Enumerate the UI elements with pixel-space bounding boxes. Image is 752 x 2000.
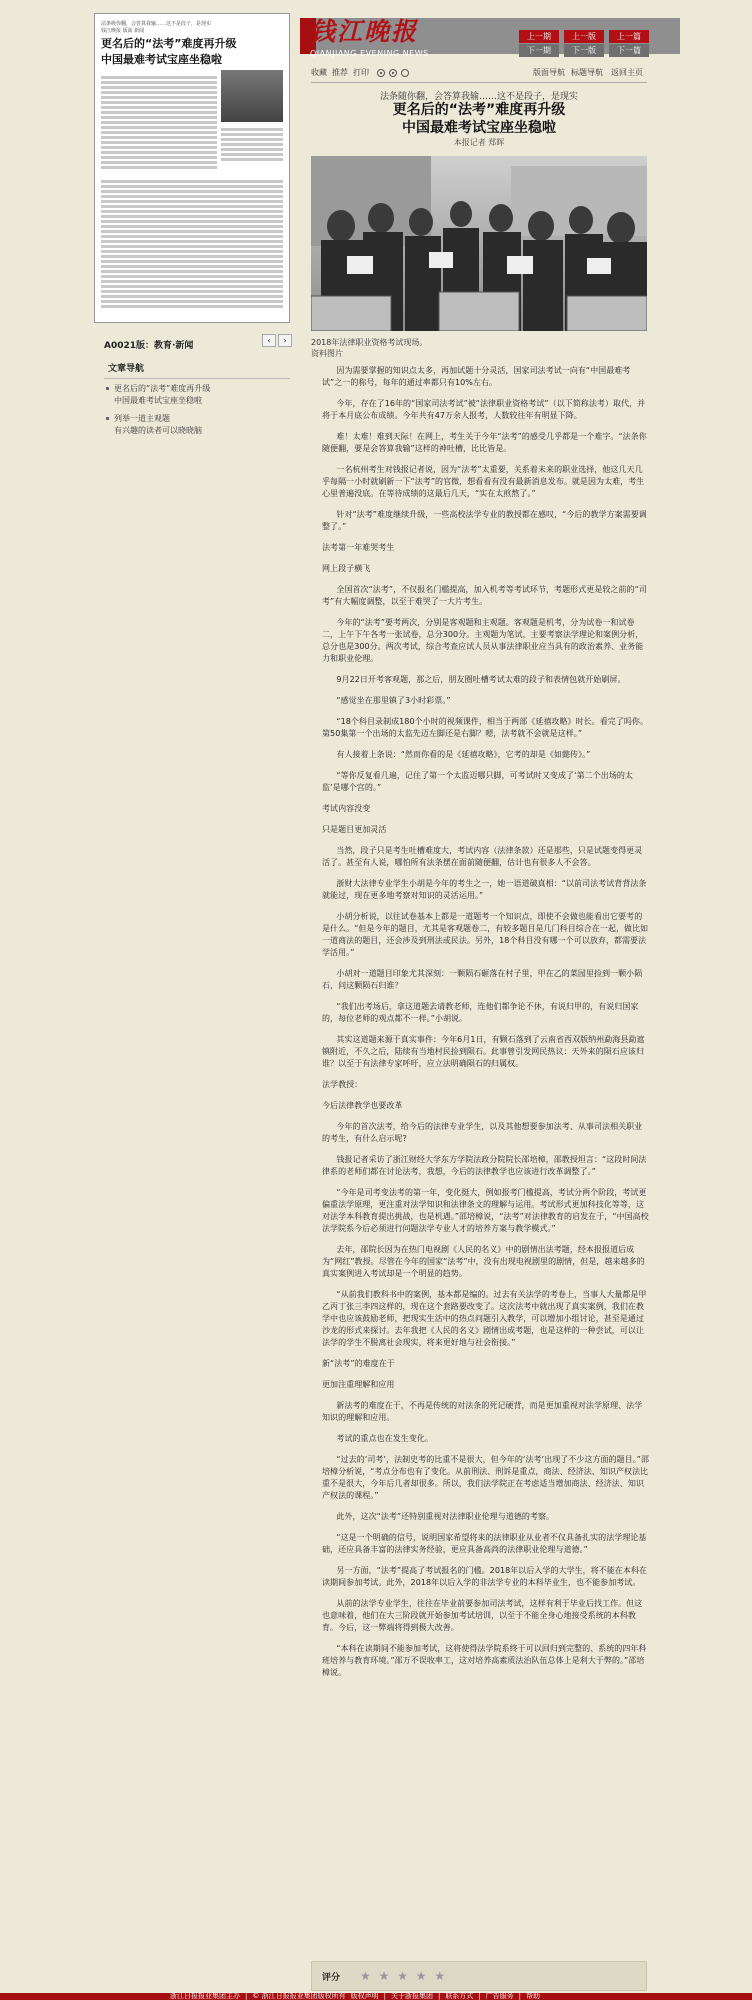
- prev-article-button[interactable]: 上一篇: [609, 30, 649, 43]
- logo-subtitle: QIANJIANG EVENING NEWS: [310, 49, 429, 58]
- rating-bar: [311, 1961, 647, 1991]
- footer-links: [170, 1991, 545, 2000]
- divider: [311, 82, 647, 83]
- article-toolbar: [311, 66, 647, 80]
- footer-separator: |: [383, 1992, 386, 2000]
- page-nav-link[interactable]: 版面导航: [533, 68, 565, 77]
- footer-link[interactable]: 关于浙报集团: [390, 1992, 433, 2000]
- thumbnail-photo: [221, 70, 283, 122]
- thumbnail-headline-2: 中国最难考试宝座坐稳啦: [101, 53, 222, 66]
- footer-link[interactable]: 帮助: [526, 1992, 541, 2000]
- article-paragraph: “本科在读期间不能参加考试，这将使得法学院系终于可以回归到完整的、系统的四年科班培养与教育环境。”邵万不误收率工，这对培养高素质法治队伍总体上是利大于弊的。”邵培樟说。: [322, 1644, 647, 1677]
- prev-page-button[interactable]: 上一版: [564, 30, 604, 43]
- article-subheading: 法考第一年难哭考生: [322, 543, 395, 552]
- logo-text: 钱江晚报: [310, 17, 419, 46]
- next-issue-button[interactable]: 下一期: [519, 44, 559, 57]
- prev-page-arrow-button[interactable]: ‹: [262, 334, 276, 347]
- footer-separator: |: [437, 1992, 441, 2000]
- article-subheading: 只是题目更加灵活: [322, 825, 387, 834]
- article-nav-item-label: 更名后的“法考”难度再升级 中国最难考试宝座坐稳啦: [114, 384, 211, 405]
- article-byline: 本报记者 郑晖: [453, 138, 505, 147]
- edition-bar: [104, 333, 290, 349]
- title-nav-link[interactable]: 标题导航: [571, 68, 603, 77]
- bullet-icon: [106, 387, 109, 390]
- rating-label: 评分: [322, 1973, 341, 1983]
- star-icon[interactable]: ★: [434, 1969, 448, 1983]
- article-nav-item[interactable]: [104, 379, 290, 409]
- print-link[interactable]: 打印: [353, 68, 369, 77]
- article-paragraph: 9月22日开考客观题，那之后，朋友圈吐槽考试太难的段子和表情包就开始刷屏。: [336, 675, 626, 684]
- star-icon[interactable]: ★: [360, 1969, 373, 1983]
- article-navigation: [104, 358, 290, 439]
- article-nav-item[interactable]: [104, 409, 290, 439]
- page-thumbnail[interactable]: [94, 13, 290, 323]
- thumbnail-text-block: [101, 76, 217, 171]
- thumbnail-byline: 钱江晚报 版面 新闻: [101, 28, 145, 34]
- article-paragraph: 去年，邵院长因为在热门电视剧《人民的名义》中的剧情出法考题，经本报报道后成为“网红”教授。尽管在今年的国家“法考”中，没有出现电视剧里的剧情，但是，越来越多的真实案例进入考试却是一个明显的趋势。: [322, 1245, 645, 1278]
- article-paragraph: 一名杭州考生对钱报记者说，因为“法考”太重要，关系着未来的职业选择，他这几天几乎每隔一小时就刷新一下“法考”的官微，想看看有没有最新消息发布。就是因为太难，考生心里普遍没底。在等待成绩的这最后几天，“实在太煎熬了。”: [322, 465, 645, 498]
- article-kicker: 法条随你翻，会答算我输……这不是段子，是现实: [379, 92, 578, 102]
- favorite-link[interactable]: 收藏: [311, 68, 327, 77]
- article-photo: [311, 156, 647, 331]
- photo-caption: [311, 337, 647, 359]
- article-subheading: 法学教授：: [322, 1080, 363, 1089]
- footer-link[interactable]: 广告服务: [485, 1992, 514, 2000]
- article-paragraph: 今年的“法考”要考两次，分别是客观题和主观题。客观题是机考，分为试卷一和试卷二，上午下午各考一张试卷，总分300分。主观题为笔试，主要考察法学理论和案例分析，总分也是300分。两次考试，综合考查应试人员从事法律职业应当具有的政治素养、业务能力和职业伦理。: [322, 618, 644, 663]
- article-paragraph: 钱报记者采访了浙江财经大学东方学院法政分院院长邵培樟，邵教授坦言：“这段时间法律系的老师们都在讨论法考，我想，今后的法律教学也应该进行改革调整了。”: [322, 1155, 647, 1176]
- article-nav-title: 文章导航: [104, 358, 290, 379]
- footer-link[interactable]: 联系方式: [445, 1992, 474, 2000]
- next-page-button[interactable]: 下一版: [564, 44, 604, 57]
- article-paragraph: 新法考的难度在于，不再是传统的对法条的死记硬背，而是更加重视对法学原理、法学知识的理解和应用。: [322, 1401, 643, 1422]
- font-size-medium-icon[interactable]: [389, 69, 397, 77]
- article-nav-item-label: 列举一道主观题 有兴趣的读者可以晓晓脑: [114, 414, 202, 435]
- photo-caption-line-1: 2018年法律职业资格考试现场。: [311, 338, 428, 347]
- next-article-button[interactable]: 下一篇: [609, 44, 649, 57]
- page-footer: [0, 1993, 752, 2000]
- article-paragraph: “从前我们教科书中的案例，基本都是编的。过去有关法学的考卷上，当事人大量都是甲乙丙丁张三李四这样的，现在这个套路要改变了。这次法考中就出现了真实案例，我们在教学中也应该鼓励老师，把现实生活中的热点问题引入教学，可以增加小组讨论，甚至是通过沙龙的形式来探讨。去年我把《人民的名义》剧情出成考题，也是这样的一种尝试，可以让法学的学生不脱离社会现实，将来更好地与社会衔接。”: [322, 1290, 647, 1347]
- newspaper-logo[interactable]: [310, 12, 450, 56]
- thumbnail-text-block: [221, 128, 283, 163]
- thumbnail-kicker: 法条吸你翻，会答算我输……这不是段子，是现实: [101, 21, 212, 27]
- star-icon[interactable]: ★: [378, 1969, 392, 1983]
- article-paragraph: “这是一个明确的信号，说明国家希望将来的法律职业从业者不仅具备扎实的法学理论基础，还应具备丰富的法律实务经验，更应具备高尚的法律职业伦理与道德。”: [322, 1533, 647, 1554]
- article-paragraph: 难！太难！难到天际！在网上，考生关于今年“法考”的感受几乎都是一个难字。“法条你随便翻，要是会答算我输”这样的神吐槽，比比皆是。: [322, 432, 647, 453]
- article-paragraph: 有人接着上条说：“然而你看的是《延禧攻略》，它考的却是《如懿传》。”: [336, 750, 591, 759]
- footer-link[interactable]: © 浙江日报报业集团版权所有: [252, 1992, 346, 2000]
- article-paragraph: 全国首次“法考”，不仅报名门槛提高，加入机考等考试环节，考题形式更是较之前的“司考”有大幅度调整，以至于难哭了一大片考生。: [322, 585, 647, 606]
- photo-caption-line-2: 资料图片: [311, 349, 343, 358]
- article-paragraph: 因为需要掌握的知识点太多，再加试题十分灵活，国家司法考试一向有“中国最难考试”之一的称号，每年的通过率都只有10%左右。: [322, 366, 631, 387]
- thumbnail-headline-1: 更名后的“法考”难度再升级: [101, 37, 237, 50]
- star-icon[interactable]: ★: [415, 1969, 429, 1983]
- article-paragraph: “今年是司考变法考的第一年，变化挺大，例如报考门槛提高，考试分两个阶段，考试更偏重法学原理，更注重对法学知识和法律条文的理解与运用。考试形式更加科技化等等，这对法学本科教育提出挑战，也是机遇。”邵培樟说，“法考”对法律教育的启发在于，“中国高校法学院系今后必须进行问题法学专业人才的培养方案与教学模式。”: [322, 1188, 649, 1233]
- footer-separator: |: [518, 1992, 522, 2000]
- article-title: [311, 101, 647, 137]
- article-subheading: 新“法考”的难度在于: [322, 1359, 395, 1368]
- article-paragraph: 考试的重点也在发生变化。: [336, 1434, 433, 1443]
- article-title-line-1: 更名后的“法考”难度再升级: [392, 102, 566, 118]
- footer-separator: |: [245, 1992, 248, 2000]
- prev-issue-button[interactable]: 上一期: [519, 30, 559, 43]
- next-page-arrow-button[interactable]: ›: [278, 334, 292, 347]
- article-title-line-2: 中国最难考试宝座坐稳啦: [402, 120, 556, 136]
- article-paragraph: 其实这道题来源于真实事件：今年6月1日，有颗石落到了云南省西双版纳州勐海县勐遮镇附近，不久之后，陆续有当地村民捡到陨石。此事曾引发网民热议：天外来的陨石应该归谁？以至于有法律专家呼吁，应立法明确陨石的归属权。: [322, 1035, 645, 1068]
- edition-label: A0021版：教育·新闻: [104, 341, 194, 351]
- article-paragraph: “我们出考场后，拿这道题去请教老师，连他们都争论不休，有说归甲的，有说归国家的，每位老师的观点都不一样。”小胡说。: [322, 1002, 639, 1023]
- star-icon[interactable]: ★: [397, 1969, 410, 1983]
- footer-link[interactable]: 浙江日报报业集团主办: [170, 1992, 240, 2000]
- bullet-icon: [106, 417, 109, 420]
- footer-separator: |: [478, 1992, 481, 2000]
- article-paragraph: 今年，存在了16年的“国家司法考试”被“法律职业资格考试”（以下简称法考）取代，并将于本月底公布成绩。今年共有47万余人报考，人数较往年有明显下降。: [322, 399, 646, 420]
- recommend-link[interactable]: 推荐: [332, 68, 348, 77]
- article-body: [322, 365, 650, 1688]
- article-paragraph: “等你反复看几遍，记住了第一个太监迈哪只脚，可考试时又变成了‘第二个出场的太监’是哪个宫的。”: [322, 771, 633, 792]
- article-subheading: 更加注重理解和应用: [322, 1380, 395, 1389]
- article-paragraph: “感觉坐在那里镇了3小时彩票。”: [336, 696, 451, 705]
- article-paragraph: 今年的首次法考，给今后的法律专业学生，以及其他想要参加法考、从事司法相关职业的考生，有什么启示呢?: [322, 1122, 643, 1143]
- article-paragraph: 另一方面，“法考”提高了考试报名的门槛。2018年以后入学的大学生，将不能在本科在读期间参加考试。此外，2018年以后入学的非法学专业的本科毕业生，也不能参加考试。: [322, 1566, 648, 1587]
- article-paragraph: 针对“法考”难度继续升级，一些高校法学专业的教授都在感叹，“今后的教学方案需要调整了。”: [322, 510, 647, 531]
- exam-hall-photo: [311, 156, 647, 331]
- footer-link[interactable]: 版权声明: [350, 1992, 379, 2000]
- article-paragraph: 小胡分析说，以往试卷基本上都是一道题考一个知识点，即使不会做也能看出它要考的是什么。“但是今年的题目，尤其是客观题卷二，有较多题目是几门科目综合在一起，做比如一道商法的题目，还会涉及到刑法或民法。另外，18个科目没有哪一个可以放弃，都需要法学活用。”: [322, 912, 649, 957]
- article-subheading: 网上段子横飞: [322, 564, 371, 573]
- font-size-large-icon[interactable]: [377, 69, 385, 77]
- font-size-small-icon[interactable]: [401, 69, 409, 77]
- article-subheading: 今后法律教学也要改革: [322, 1101, 403, 1110]
- thumbnail-text-block: [101, 180, 283, 310]
- rating-stars: [360, 1969, 447, 1983]
- article-paragraph: 此外，这次“法考”还特别重视对法律职业伦理与道德的考察。: [336, 1512, 555, 1521]
- article-paragraph: “过去的‘司考’，法制史考的比重不是很大，但今年的‘法考’出现了不少这方面的题目。”邵培樟分析说，“考点分布也有了变化。从前刑法、刑诉是重点，商法、经济法、知识产权法比重不是很大，今年后几者却很多。所以，我们法学院正在考虑适当增加商法、经济法、知识产权法的课程。”: [322, 1455, 649, 1500]
- article-paragraph: 浙财大法律专业学生小胡是今年的考生之一，她一语道破真相：“以前司法考试背背法条就能过，现在更多地考察对知识的灵活运用。”: [322, 879, 647, 900]
- article-paragraph: 从前的法学专业学生，往往在毕业前要参加司法考试，这样有利于毕业后找工作。但这也意味着，他们在大三阶段就开始参加考试培训，以至于不能全身心地接受系统的本科教育。今后，这一弊端将得到极大改善。: [322, 1599, 643, 1632]
- article-paragraph: 当然，段子只是考生吐槽难度大，考试内容（法律条款）还是那些，只是试题变得更灵活了。甚至有人说，哪怕所有法条摆在面前随便翻，估计也有很多人不会答。: [322, 846, 643, 867]
- article-subheading: 考试内容没变: [322, 804, 371, 813]
- home-link[interactable]: 返回主页: [611, 68, 643, 77]
- article-paragraph: 小胡对一道题目印象尤其深刻：一颗陨石砸落在村子里，甲在乙的菜园里捡到一颗小陨石，问这颗陨石归谁？: [322, 969, 643, 990]
- article-paragraph: “18个科目录制成180个小时的视频课件，相当于两部《延禧攻略》时长。看完了吗你。第50集第一个出场的太监先迈左脚还是右脚？嗯，法考就不会就是这样。”: [322, 717, 649, 738]
